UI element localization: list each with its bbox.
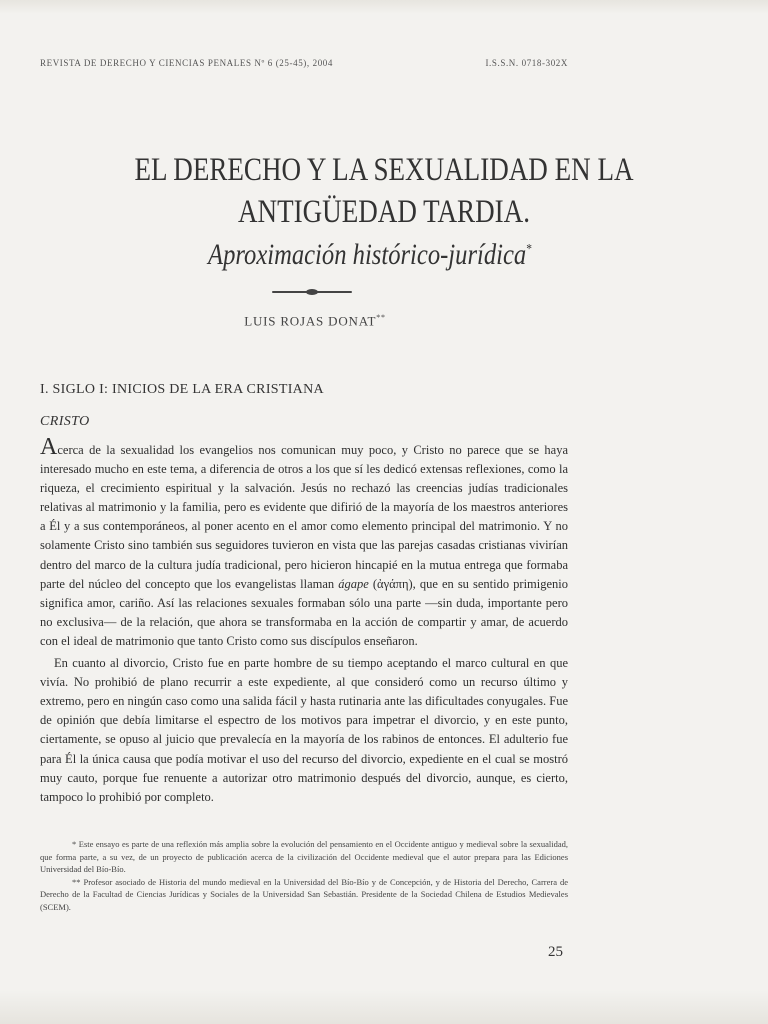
section-heading: I. SIGLO I: INICIOS DE LA ERA CRISTIANA [40,382,324,397]
paragraph-1-end: , que en su sentido primigenio significa amor, cariño. Así las relaciones sexuales formaban sólo una parte —sin duda, importante pero no exclusiva— de la relación, que ahora se transformaba en la acción de compartir y amar, de acuerdo con el ideal de matrimonio que tanto Cristo como sus discípulos enseñaron. [40,576,569,648]
subtitle-footnote-mark: * [526,242,532,257]
author-footnote-mark: ** [376,313,386,322]
scan-edge-top [0,0,768,14]
footnote-1: * Este ensayo es parte de una reflexión más amplia sobre la evolución del pensamiento en el Occidente antiguo y medieval sobre la sexualidad, que forma parte, a su vez, de un proyecto de publicación acerca de la civilización del Occidente medieval que el autor prepara para las Ediciones Universidad del Bío-Bío. [40,839,568,875]
issn-header: I.S.S.N. 0718-302X [485,58,568,68]
journal-header: REVISTA DE DERECHO Y CIENCIAS PENALES Nº 6 (25-45), 2004 [40,58,333,68]
footnote-2: ** Profesor asociado de Historia del mundo medieval en la Universidad del Bío-Bío y de Concepción, y de Historia del Derecho, Carrera de Derecho de la Facultad de Ciencias Jurídicas y Sociales de la Universidad San Sebastián. Presidente de la Sociedad Chilena de Estudios Medievales (SCEM). [40,876,568,912]
body-text [40,434,569,807]
paragraph-2: En cuanto al divorcio, Cristo fue en parte hombre de su tiempo aceptando el marco cultural en que vivía. No prohibió de plano recurrir a este expediente, al que consideró como un recurso último y extremo, pero en ningún caso como una salida fácil y hasta rutinaria ante las dificultades conyugales. Fue de opinión que debía limitarse el espectro de los motivos para impetrar el divorcio, y en este punto, ciertamente, se opuso al juicio que prevalecía en la mayoría de los rabinos de entonces. El adulterio fue para Él la única causa que podía motivar el uso del recurso del divorcio, expediente en el cual se mostró muy cauto, porque fue renuente a autorizar otro matrimonio después del divorcio, aunque, es cierto, tampoco lo prohibió por completo. [40,656,568,804]
paragraph-1 [40,434,569,651]
subsection-heading: CRISTO [40,414,90,429]
subtitle-text: Aproximación histórico-jurídica [208,238,527,271]
subtitle [67,238,674,272]
agape-term: ágape [338,576,369,591]
title-ornament [272,291,352,293]
drop-cap: A [40,434,58,460]
agape-greek: (ἀγάπη) [368,576,413,591]
title-line-1: EL DERECHO Y LA SEXUALIDAD EN LA [134,152,634,188]
title-line-2: ANTIGÜEDAD TARDIA. [238,194,530,230]
page-number: 25 [548,944,563,960]
author [0,313,630,329]
paragraph-1-start: cerca de la sexualidad los evangelios nos comunican muy poco, y Cristo no parece que se haya interesado mucho en este tema, a diferencia de otros a los que sí les dedicó extensas reflexiones, como la riqueza, el crecimiento espiritual y la salvación. Jesús no rechazó las creencias judías tradicionales relativas al matrimonio y la familia, pero es evidente que difirió de la mayoría de los maestros anteriores a Él y a sus contemporáneos, al poner acento en el amor como elemento principal del matrimonio. Y no solamente Cristo sino también sus seguidores tuvieron en vista que las parejas casadas cristianas vivirían dentro del marco de la cultura judía tradicional, pero hicieron hincapié en la mutua entrega que formaba parte del núcleo del concepto que los evangelistas llaman [40,443,568,591]
author-name: LUIS ROJAS DONAT [244,313,377,329]
scan-edge-bottom [0,990,768,1024]
footnotes [40,838,568,914]
